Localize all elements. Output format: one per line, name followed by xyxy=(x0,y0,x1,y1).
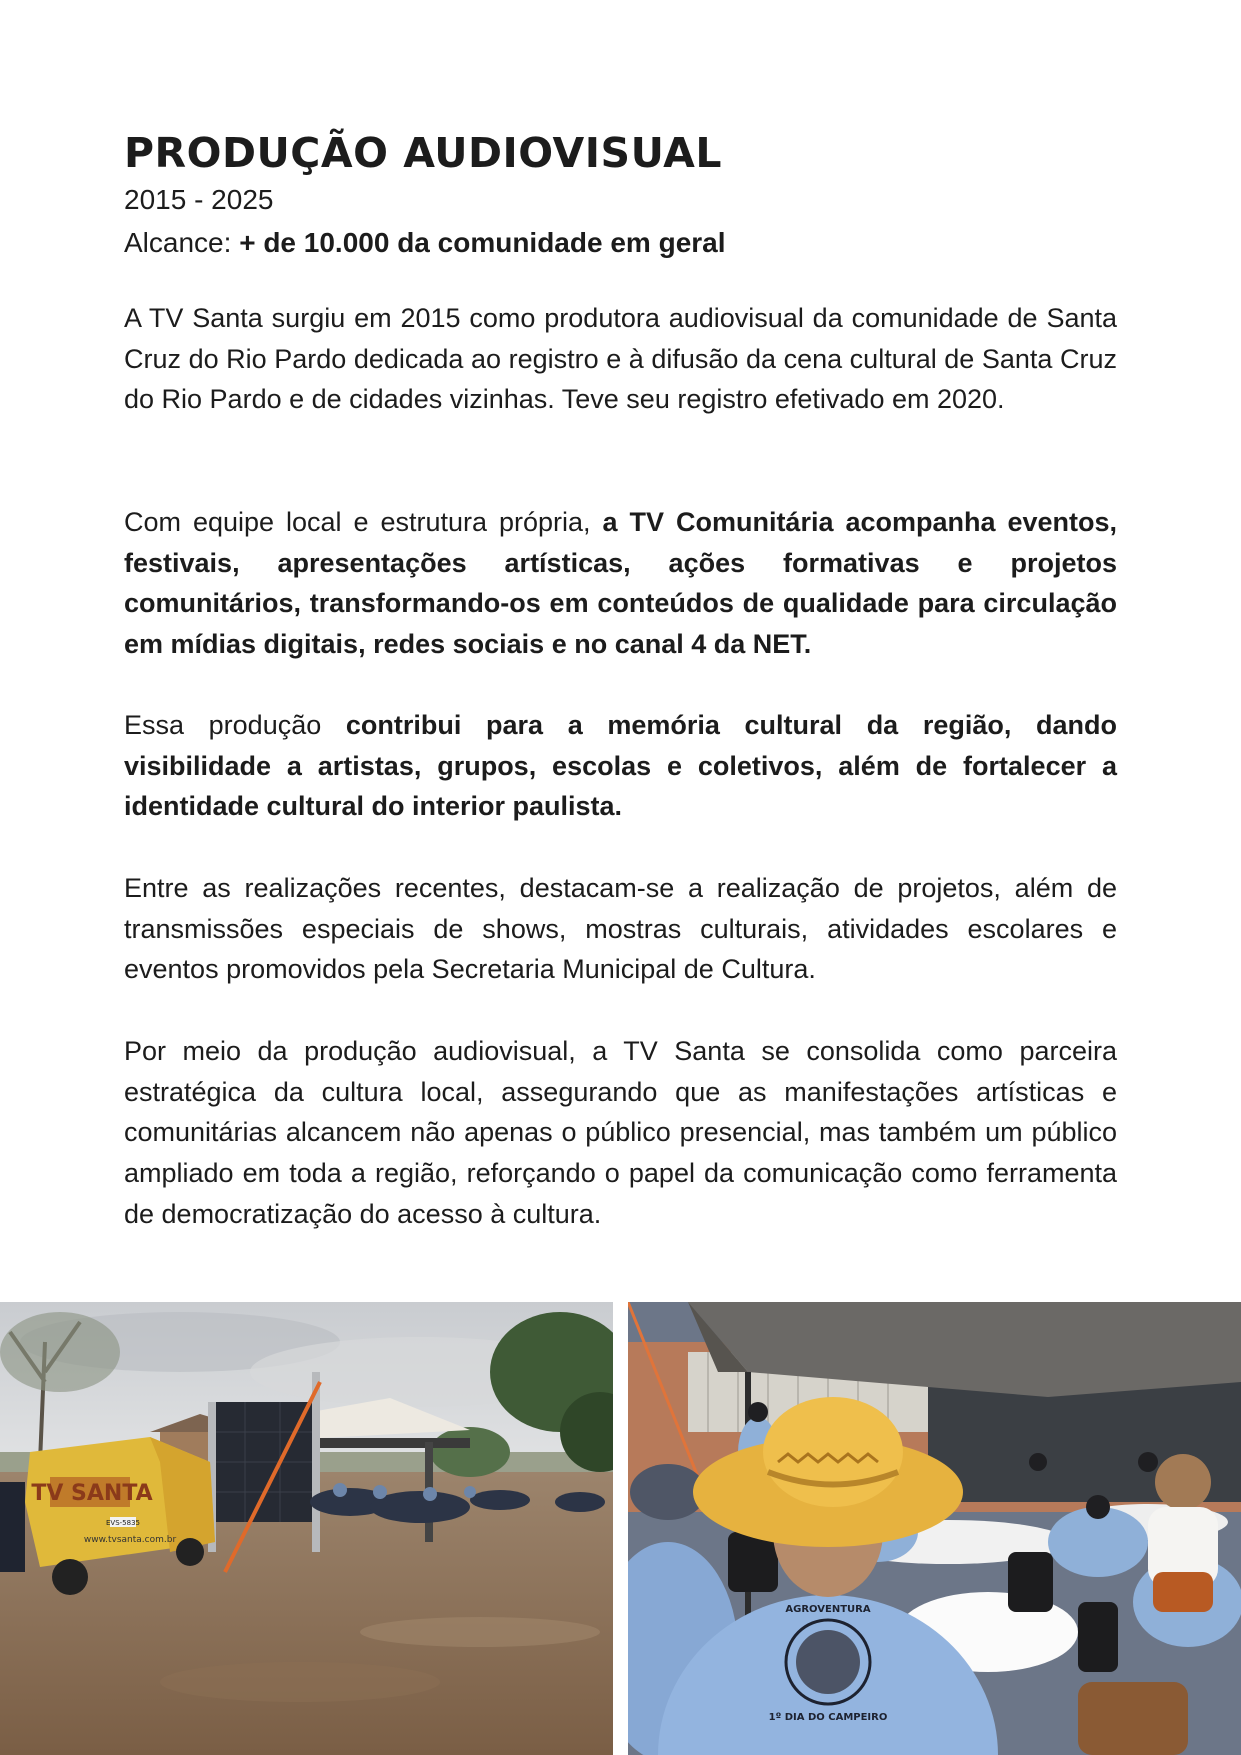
paragraph-memory xyxy=(124,705,1117,827)
van-logo-text: TV SANTA xyxy=(31,1481,153,1506)
paragraph-recent: Entre as realizações recentes, destacam-se a realização de projetos, além de transmissões especiais de shows, mostras culturais, atividades escolares e eventos promovidos pela Secretaria Municipal de Cultura. xyxy=(124,873,1117,985)
period-text: 2015 - 2025 xyxy=(124,184,274,215)
document-content xyxy=(124,128,1117,1229)
paragraph-team xyxy=(124,502,1117,665)
photo-campeiro-event xyxy=(628,1302,1241,1755)
reach-label: Alcance: xyxy=(124,227,232,258)
shirt-logo-top-text: AGROVENTURA xyxy=(785,1604,871,1615)
reach-line xyxy=(124,223,1117,263)
photo-outdoor-event xyxy=(0,1302,613,1755)
paragraph-team-start: Com equipe local e estrutura própria, xyxy=(124,507,603,537)
reach-value: + de 10.000 da comunidade em geral xyxy=(239,227,726,258)
shirt-logo-bottom-text: 1º DIA DO CAMPEIRO xyxy=(768,1712,888,1723)
paragraph-memory-start: Essa produção xyxy=(124,710,346,740)
van-plate-text: EVS-5835 xyxy=(106,1519,140,1527)
paragraph-team-bold: a TV Comunitária acompanha eventos, festivais, apresentações artísticas, ações formativas e projetos comunitários, transformando-os em conteúdos de qualidade para circulação em mídias digitais, redes sociais e no canal 4 da NET. xyxy=(124,507,1117,660)
paragraph-memory-bold: contribui para a memória cultural da região, dando visibilidade a artistas, grupos, escolas e coletivos, além de fortalecer a identidade cultural do interior paulista. xyxy=(124,710,1117,822)
paragraph-conclusion: Por meio da produção audiovisual, a TV Santa se consolida como parceira estratégica da cultura local, assegurando que as manifestações artísticas e comunitárias alcancem não apenas o público presencial, mas também um público ampliado em toda a região, reforçando o papel da comunicação como ferramenta de democratização do acesso à cultura. xyxy=(124,1036,1117,1229)
page-title: PRODUÇÃO AUDIOVISUAL xyxy=(124,129,722,177)
paragraph-intro: A TV Santa surgiu em 2015 como produtora audiovisual da comunidade de Santa Cruz do Rio Pardo dedicada ao registro e à difusão da cena cultural de Santa Cruz do Rio Pardo e de cidades vizinhas. Teve seu registro efetivado em 2020. xyxy=(124,303,1117,415)
van-url-text: www.tvsanta.com.br xyxy=(83,1535,177,1545)
